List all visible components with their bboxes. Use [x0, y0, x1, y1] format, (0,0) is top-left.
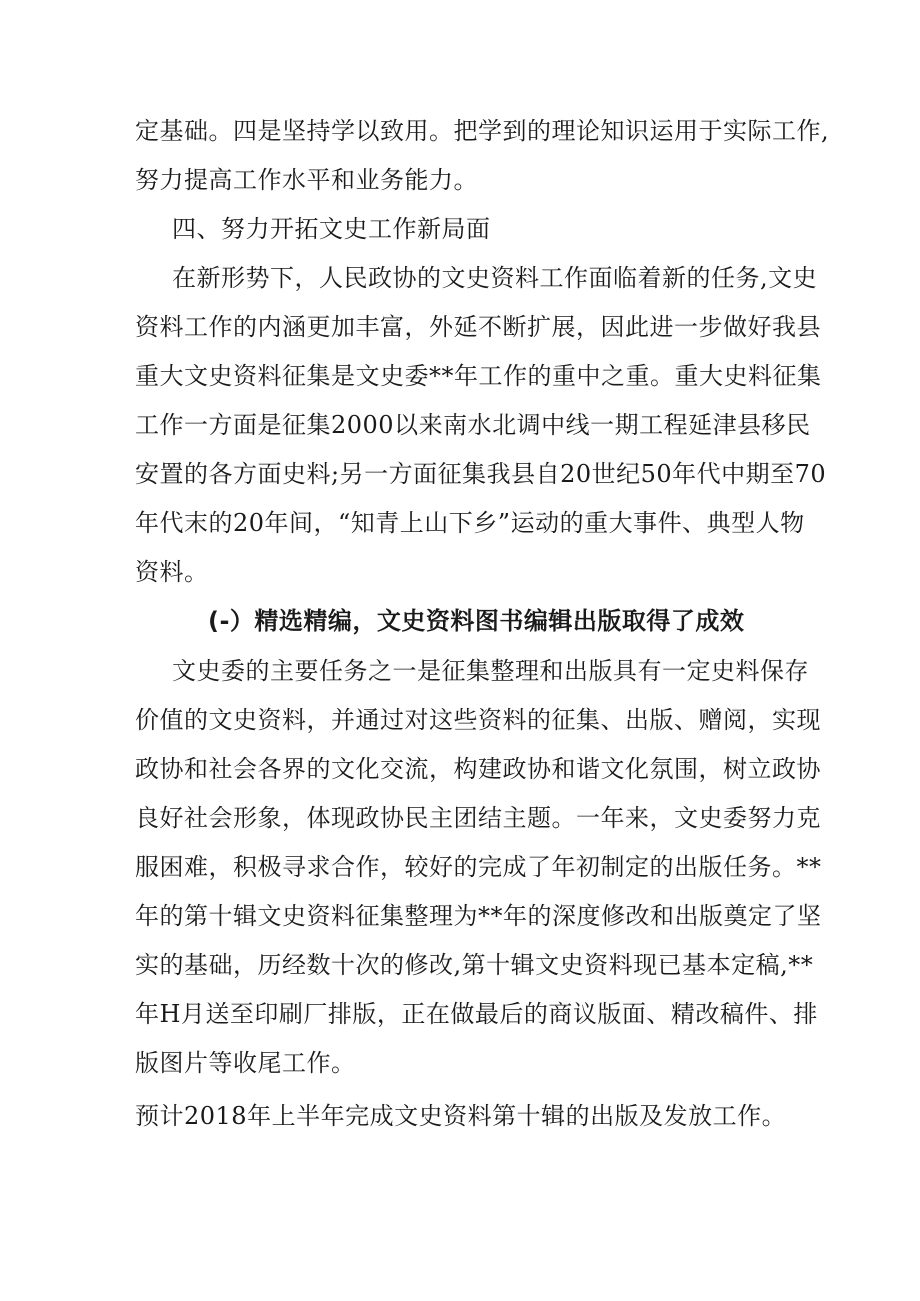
paragraph-line-13: 良好社会形象，体现政协民主团结主题。一年来，文史委努力克	[135, 804, 821, 832]
paragraph-line-15: 年的第十辑文史资料征集整理为**年的深度修改和出版奠定了坚	[135, 902, 822, 930]
subsection-heading-1: (-）精选精编，文史资料图书编辑出版取得了成效	[208, 607, 745, 635]
paragraph-line-12: 政协和社会各界的文化交流，构建政协和谐文化氛围，树立政协	[135, 755, 821, 783]
paragraph-line-14: 服困难，积极寻求合作，较好的完成了年初制定的出版任务。**	[135, 853, 822, 881]
paragraph-line-10: 文史委的主要任务之一是征集整理和出版具有一定史料保存	[172, 657, 809, 685]
paragraph-line-19: 预计2018年上半年完成文史资料第十辑的出版及发放工作。	[135, 1102, 787, 1130]
paragraph-line-9: 资料。	[135, 558, 209, 586]
paragraph-line-17: 年H月送至印刷厂排版，正在做最后的商议版面、精改稿件、排	[135, 1000, 818, 1028]
section-heading-4: 四、努力开拓文史工作新局面	[172, 215, 491, 243]
paragraph-line-11: 价值的文史资料，并通过对这些资料的征集、出版、赠阅，实现	[135, 706, 821, 734]
paragraph-line-4: 资料工作的内涵更加丰富，外延不断扩展，因此进一步做好我县	[135, 313, 821, 341]
paragraph-line-1: 定基础。四是坚持学以致用。把学到的理论知识运用于实际工作,	[135, 117, 830, 145]
paragraph-line-8: 年代末的20年间，“知青上山下乡”运动的重大事件、典型人物	[135, 509, 805, 537]
paragraph-line-3: 在新形势下，人民政协的文史资料工作面临着新的任务,文史	[172, 264, 818, 292]
paragraph-line-6: 工作一方面是征集2000以来南水北调中线一期工程延津县移民	[135, 411, 811, 439]
paragraph-line-16: 实的基础，历经数十次的修改,第十辑文史资料现已基本定稿,**	[135, 951, 814, 979]
paragraph-line-18: 版图片等收尾工作。	[135, 1049, 356, 1077]
paragraph-line-7: 安置的各方面史料;另一方面征集我县自20世纪50年代中期至70	[135, 460, 827, 488]
paragraph-line-5: 重大文史资料征集是文史委**年工作的重中之重。重大史料征集	[135, 362, 822, 390]
paragraph-line-2: 努力提高工作水平和业务能力。	[135, 166, 478, 194]
